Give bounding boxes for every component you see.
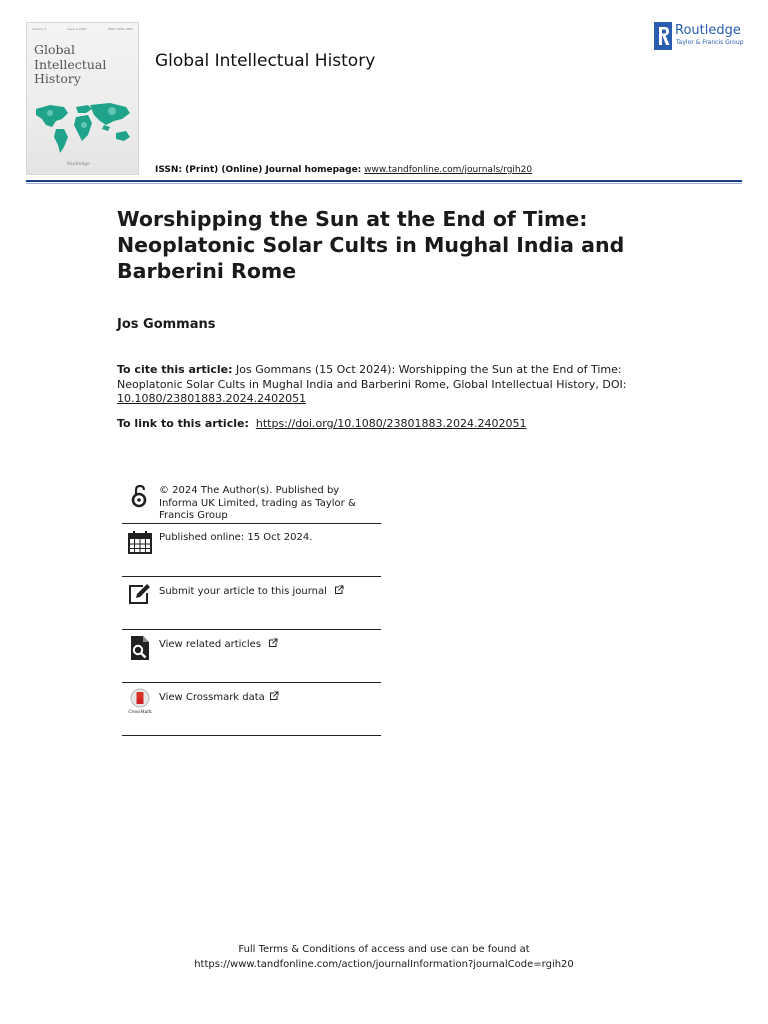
doi-link[interactable]: 10.1080/23801883.2024.2402051 xyxy=(117,392,307,405)
header-rule xyxy=(26,180,742,182)
open-access-icon xyxy=(126,482,154,510)
external-link-icon xyxy=(269,691,279,701)
article-url-link[interactable]: https://doi.org/10.1080/23801883.2024.2402051 xyxy=(255,417,527,430)
issn-label: ISSN: (Print) (Online) Journal homepage: xyxy=(155,165,362,175)
journal-cover xyxy=(26,22,139,175)
crossmark-row[interactable] xyxy=(122,683,381,736)
related-articles-link[interactable]: View related articles xyxy=(159,638,381,652)
article-title: Worshipping the Sun at the End of Time: Neoplatonic Solar Cults in Mughal India and Barberini Rome xyxy=(117,207,625,283)
citation-block xyxy=(117,363,657,407)
publisher-subtitle: Taylor & Francis Group xyxy=(676,39,744,46)
cover-publisher: Routledge xyxy=(67,162,90,167)
related-row[interactable] xyxy=(122,630,381,683)
link-label: To link to this article: xyxy=(117,417,249,430)
cite-text: Jos Gommans (15 Oct 2024): Worshipping the Sun at the End of Time: Neoplatonic Solar Cults in Mughal India and Barberini Rome, Global Intellectual History, DOI: xyxy=(117,363,627,391)
external-link-icon xyxy=(268,638,278,648)
article-author: Jos Gommans xyxy=(117,317,216,332)
routledge-r-icon xyxy=(654,22,672,50)
crossmark-link[interactable]: View Crossmark data xyxy=(159,691,381,705)
journal-title: Global Intellectual History xyxy=(155,51,376,71)
article-info-list xyxy=(122,478,381,736)
cover-title: Global Intellectual History xyxy=(34,42,107,86)
submit-row[interactable] xyxy=(122,577,381,630)
submit-article-link[interactable]: Submit your article to this journal xyxy=(159,585,381,599)
journal-homepage-link[interactable]: www.tandfonline.com/journals/rgih20 xyxy=(364,165,533,175)
copyright-row xyxy=(122,478,381,524)
terms-line: Full Terms & Conditions of access and use can be found at xyxy=(238,944,530,955)
crossmark-icon xyxy=(126,687,154,715)
related-articles-icon xyxy=(126,634,154,662)
calendar-icon xyxy=(126,528,154,556)
crossmark-logo-text: CrossMark xyxy=(128,709,152,714)
world-map-icon xyxy=(30,99,136,157)
published-row xyxy=(122,524,381,577)
edit-icon xyxy=(126,581,154,609)
publisher-name: Routledge xyxy=(675,23,741,38)
external-link-icon xyxy=(334,585,344,595)
routledge-logo xyxy=(654,22,746,52)
link-line xyxy=(117,417,526,430)
terms-url[interactable]: https://www.tandfonline.com/action/journalInformation?journalCode=rgih20 xyxy=(194,959,574,970)
cover-meta: Volume 9 Issue 5 2024 ISSN: 2380-1883 xyxy=(32,27,133,31)
terms-footer xyxy=(0,942,768,972)
cite-label: To cite this article: xyxy=(117,363,233,376)
header-rule-secondary xyxy=(26,183,742,184)
copyright-text: © 2024 The Author(s). Published by Informa UK Limited, trading as Taylor & Francis Group xyxy=(159,485,356,521)
published-text: Published online: 15 Oct 2024. xyxy=(159,532,313,543)
issn-line xyxy=(155,165,532,175)
